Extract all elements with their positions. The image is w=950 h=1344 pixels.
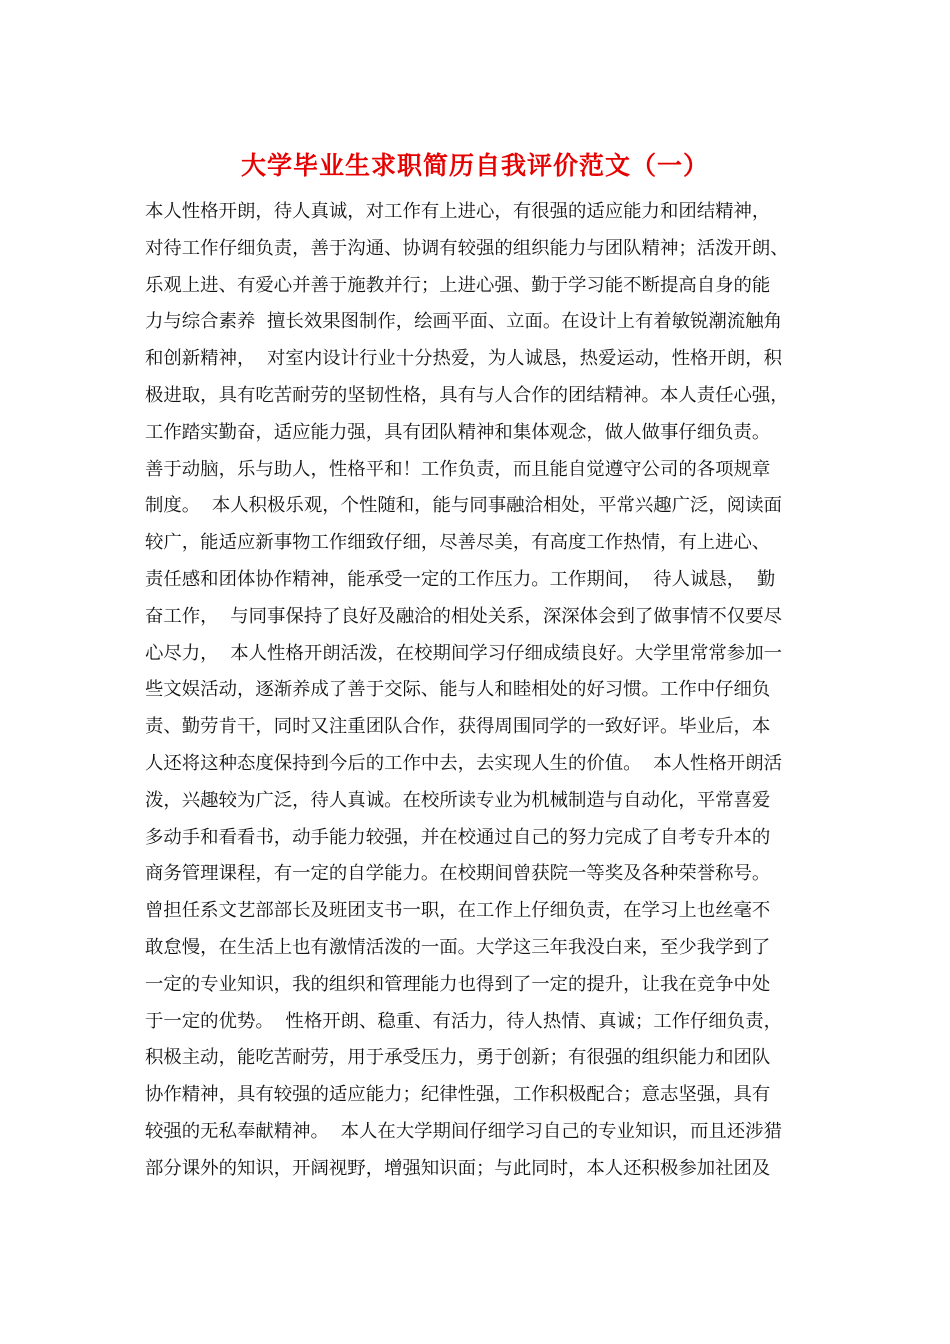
body-line: 曾担任系文艺部部长及班团支书一职，在工作上仔细负责，在学习上也丝毫不 bbox=[145, 900, 771, 922]
body-line: 多动手和看看书，动手能力较强，并在校通过自己的努力完成了自考专升本的 bbox=[145, 826, 771, 848]
body-line: 工作踏实勤奋，适应能力强，具有团队精神和集体观念，做人做事仔细负责。 bbox=[145, 421, 771, 443]
body-line: 乐观上进、有爱心并善于施教并行；上进心强、勤于学习能不断提高自身的能 bbox=[145, 274, 771, 296]
document-body bbox=[145, 194, 810, 1188]
body-line: 本人性格开朗，待人真诚，对工作有上进心，有很强的适应能力和团结精神， bbox=[145, 201, 771, 222]
body-line: 部分课外的知识，开阔视野，增强知识面；与此同时，本人还积极参加社团及 bbox=[145, 1157, 771, 1179]
body-line: 一定的专业知识，我的组织和管理能力也得到了一定的提升，让我在竞争中处 bbox=[145, 973, 771, 995]
body-line: 积极主动，能吃苦耐劳，用于承受压力，勇于创新；有很强的组织能力和团队 bbox=[145, 1047, 771, 1069]
body-line: 善于动脑，乐与助人，性格平和！工作负责，而且能自觉遵守公司的各项规章 bbox=[145, 458, 771, 480]
body-line: 泼，兴趣较为广泛，待人真诚。在校所读专业为机械制造与自动化，平常喜爱 bbox=[145, 789, 771, 811]
body-line: 和创新精神， 对室内设计行业十分热爱，为人诚恳，热爱运动，性格开朗，积 bbox=[145, 348, 782, 370]
body-line: 力与综合素养 擅长效果图制作，绘画平面、立面。在设计上有着敏锐潮流触角 bbox=[145, 311, 782, 333]
body-line: 于一定的优势。 性格开朗、稳重、有活力，待人热情、真诚；工作仔细负责， bbox=[145, 1010, 782, 1032]
body-line: 商务管理课程，有一定的自学能力。在校期间曾获院一等奖及各种荣誉称号。 bbox=[145, 863, 771, 885]
body-line: 较强的无私奉献精神。 本人在大学期间仔细学习自己的专业知识，而且还涉猎 bbox=[145, 1120, 782, 1142]
body-line: 责任感和团体协作精神，能承受一定的工作压力。工作期间， 待人诚恳， 勤 bbox=[145, 568, 776, 590]
body-line: 些文娱活动，逐渐养成了善于交际、能与人和睦相处的好习惯。工作中仔细负 bbox=[145, 679, 771, 701]
body-line: 奋工作， 与同事保持了良好及融洽的相处关系，深深体会到了做事情不仅要尽 bbox=[145, 605, 782, 627]
body-line: 较广，能适应新事物工作细致仔细，尽善尽美，有高度工作热情，有上进心、 bbox=[145, 532, 771, 554]
body-line: 敢怠慢，在生活上也有激情活泼的一面。大学这三年我没白来，至少我学到了 bbox=[145, 936, 771, 958]
body-line: 责、勤劳肯干，同时又注重团队合作，获得周围同学的一致好评。毕业后，本 bbox=[145, 716, 771, 738]
body-line: 制度。 本人积极乐观，个性随和，能与同事融洽相处，平常兴趣广泛，阅读面 bbox=[145, 495, 782, 517]
document-title: 大学毕业生求职简历自我评价范文（一） bbox=[240, 151, 709, 180]
body-line: 心尽力， 本人性格开朗活泼，在校期间学习仔细成绩良好。大学里常常参加一 bbox=[145, 642, 782, 664]
body-line: 人还将这种态度保持到今后的工作中去，去实现人生的价值。 本人性格开朗活 bbox=[145, 752, 782, 774]
body-line: 极进取，具有吃苦耐劳的坚韧性格，具有与人合作的团结精神。本人责任心强， bbox=[145, 384, 789, 406]
body-line: 对待工作仔细负责，善于沟通、协调有较强的组织能力与团队精神；活泼开朗、 bbox=[145, 237, 789, 259]
body-line: 协作精神，具有较强的适应能力；纪律性强，工作积极配合；意志坚强，具有 bbox=[145, 1084, 771, 1106]
